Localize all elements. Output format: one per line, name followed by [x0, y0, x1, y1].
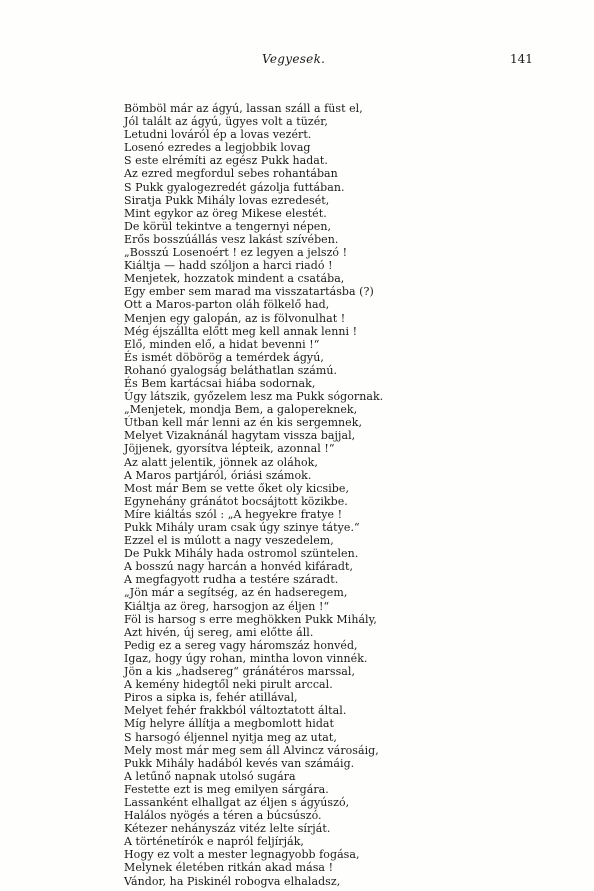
poem-line: Festette ezt is meg emilyen sárgára.	[124, 782, 329, 796]
poem-line: A történetírók e napról feljírják,	[124, 835, 304, 849]
poem-line: Jöjjenek, gyorsítva lépteik, azonnal !“	[124, 442, 335, 456]
poem-line: Most már Bem se vette őket oly kicsibe,	[124, 481, 350, 495]
poem-line: Kiáltja — hadd szóljon a harci riadó !	[124, 259, 333, 273]
poem-line: Piros a sipka is, fehér atillával,	[124, 691, 298, 705]
poem-line: Még éjszállta előtt meg kell annak lenni !	[124, 324, 358, 338]
poem-line: „Bosszú Losenoért ! ez legyen a jelszó !	[124, 246, 348, 260]
poem-line: Elő, minden elő, a hidat bevenni !“	[124, 337, 320, 351]
poem-line: Mely most már meg sem áll Alvincz városáig,	[124, 743, 379, 757]
poem-line: Pukk Mihály uram csak úgy szinye tátye.“	[124, 521, 360, 534]
poem-line: Pukk Mihály hadából kevés van számáig.	[124, 756, 355, 770]
poem-line: És Bem kartácsai hiába sodornak,	[124, 376, 316, 390]
poem-line: Ott a Maros-parton oláh fölkelő had,	[124, 298, 330, 312]
poem-line: Losenó ezredes a legjobbik lovag	[124, 141, 311, 155]
poem-line: A megfagyott rudha a testére száradt.	[124, 573, 339, 587]
poem-line: Igaz, hogy úgy rohan, mintha lovon vinnék.	[124, 651, 368, 665]
poem-line: Mint egykor az öreg Mikese elestét.	[124, 206, 327, 220]
poem-line: Útban kell már lenni az én kis sergemnek,	[124, 416, 363, 430]
poem-line: Pedig ez a sereg vagy háromszáz honvéd,	[124, 638, 358, 652]
poem-line: Melyet fehér frakkból változtatott által.	[124, 704, 347, 718]
poem-body	[124, 102, 544, 888]
poem-line: De Pukk Mihály hada ostromol szüntelen.	[124, 547, 359, 561]
poem-line: Azt hivén, új sereg, ami előtte áll.	[124, 625, 314, 639]
running-head-title: Vegyesek.	[262, 52, 326, 66]
poem-line: Míre kiáltás szól : „A hegyekre fratye !	[124, 507, 343, 521]
page-number: 141	[510, 52, 533, 66]
poem-line: Az alatt jelentik, jönnek az oláhok,	[124, 455, 318, 469]
poem-line: De körül tekintve a tengernyi népen,	[124, 219, 332, 233]
poem-line: A letűnő napnak utolsó sugára	[124, 769, 296, 783]
poem-line: Hogy ez volt a mester legnagyobb fogása,	[124, 848, 360, 862]
poem-line: Ezzel el is múlott a nagy veszedelem,	[124, 534, 334, 548]
poem-line: Jön a kis „hadsereg“ gránátéros marssal,	[124, 665, 356, 679]
poem-line: Lassanként elhallgat az éljen s ágyúszó,	[124, 795, 350, 809]
poem-line: A Maros partjáról, óriási számok.	[124, 468, 312, 482]
poem-line: Halálos nyögés a téren a búcsúszó.	[124, 809, 322, 823]
poem-line: Melynek életében ritkán akad mása !	[124, 861, 334, 875]
poem-line: Egy ember sem marad ma visszatartásba (?)	[124, 285, 374, 299]
poem-line: „Menjetek, mondja Bem, a galopereknek,	[124, 403, 358, 417]
poem-line: Rohanó gyalogság beláthatlan számú.	[124, 363, 338, 377]
poem-line: Egynehány gránátot bocsájtott közikbe.	[124, 494, 348, 508]
poem-line: Melyet Vizaknánál hagytam vissza bajjal,	[124, 429, 356, 443]
poem-line: Vándor, ha Piskinél robogva elhaladsz,	[124, 874, 341, 888]
poem-line: S harsogó éljennel nyitja meg az utat,	[124, 730, 337, 744]
poem-line: Míg helyre állítja a megbomlott hidat	[124, 717, 334, 731]
poem-line: S Pukk gyalogezredét gázolja futtában.	[124, 180, 345, 194]
poem-line: „Jön már a segítség, az én hadseregem,	[124, 586, 348, 600]
running-head	[0, 52, 594, 72]
poem-line: Föl is harsog s erre meghökken Pukk Mihály,	[124, 612, 377, 626]
poem-line: S este elrémíti az egész Pukk hadat.	[124, 154, 328, 168]
poem-line: Letudni lováról ép a lovas vezért.	[124, 128, 312, 142]
poem-line: Az ezred megfordul sebes rohantában	[124, 167, 338, 181]
poem-line: És ismét döbörög a temérdek ágyú,	[124, 350, 324, 364]
poem-line: Menjetek, hozzatok mindent a csatába,	[124, 272, 345, 286]
poem-line: Menjen egy galopán, az is fölvonulhat !	[124, 311, 346, 325]
poem-line: Kiáltja az öreg, harsogjon az éljen !“	[124, 599, 330, 613]
poem-line: Úgy látszik, győzelem lesz ma Pukk sógornak.	[124, 390, 384, 404]
poem-line: Siratja Pukk Mihály lovas ezredesét,	[124, 193, 330, 207]
poem-line: Bömböl már az ágyú, lassan száll a füst el,	[124, 102, 363, 115]
poem-line: Erős bosszúállás vesz lakást szívében.	[124, 232, 339, 246]
poem-line: Jól talált az ágyú, ügyes volt a tüzér,	[124, 115, 328, 129]
poem-line: Kétezer nehányszáz vitéz lelte sírját.	[124, 822, 331, 836]
poem-line: A kemény hidegtől neki pirult arccal.	[124, 678, 333, 692]
poem-line: A bosszú nagy harcán a honvéd kifáradt,	[124, 560, 354, 574]
